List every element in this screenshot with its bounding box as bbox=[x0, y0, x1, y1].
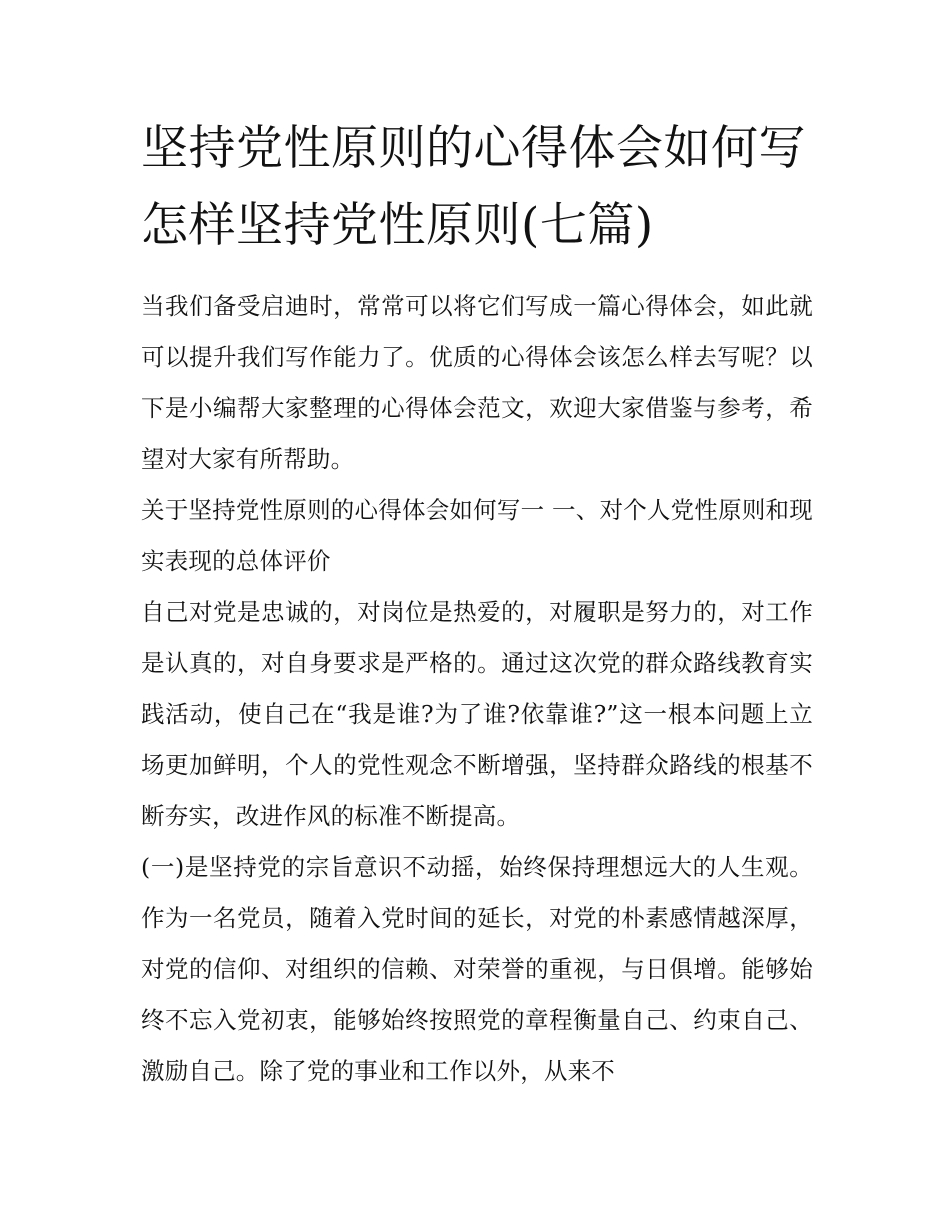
intro-paragraph: 当我们备受启迪时，常常可以将它们写成一篇心得体会，如此就可以提升我们写作能力了。优质的心得体会该怎么样去写呢？以下是小编帮大家整理的心得体会范文，欢迎大家借鉴与参考，希望对大家有所帮助。 bbox=[141, 292, 813, 473]
evaluation-paragraph: 自己对党是忠诚的，对岗位是热爱的，对履职是努力的，对工作是认真的，对自身要求是严格的。通过这次党的群众路线教育实践活动，使自己在“我是谁?为了谁?依靠谁?”这一根本问题上立场更加鲜明，个人的党性观念不断增强，坚持群众路线的根基不断夯实，改进作风的标准不断提高。 bbox=[141, 598, 813, 830]
document-page bbox=[141, 110, 813, 1097]
document-title: 坚持党性原则的心得体会如何写 怎样坚持党性原则(七篇) bbox=[141, 121, 806, 253]
point-one-paragraph: (一)是坚持党的宗旨意识不动摇，始终保持理想远大的人生观。作为一名党员，随着入党时间的延长，对党的朴素感情越深厚，对党的信仰、对组织的信赖、对荣誉的重视，与日俱增。能够始终不忘入党初衷，能够始终按照党的章程衡量自己、约束自己、激励自己。除了党的事业和工作以外，从来不 bbox=[141, 853, 813, 1085]
section-heading-paragraph: 关于坚持党性原则的心得体会如何写一 一、对个人党性原则和现实表现的总体评价 bbox=[141, 496, 813, 575]
